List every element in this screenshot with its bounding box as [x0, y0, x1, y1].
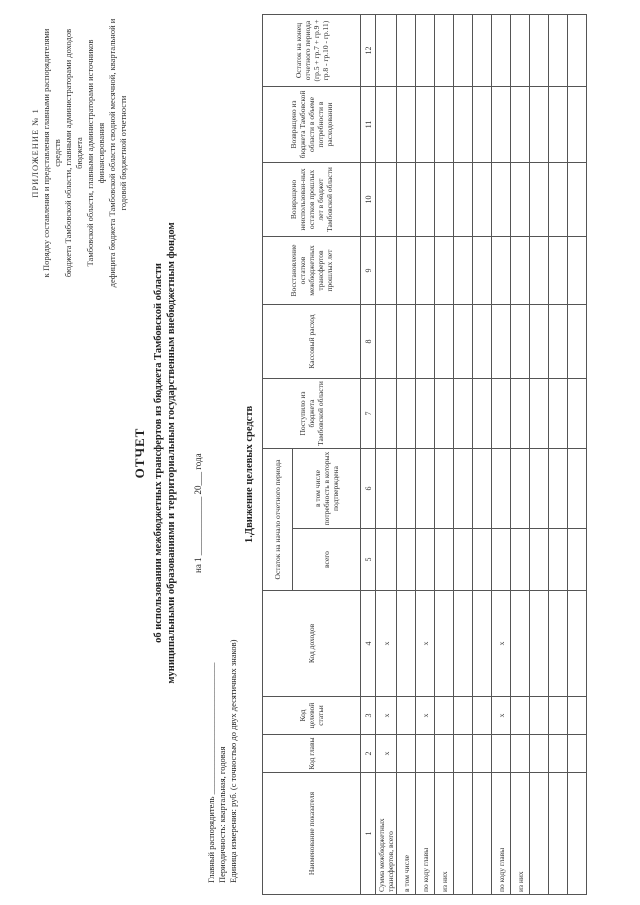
value-cell: [435, 305, 454, 379]
value-cell: [530, 379, 549, 449]
value-cell: [568, 15, 587, 87]
code-cell: [435, 735, 454, 773]
code-cell: [568, 697, 587, 735]
header-returned-to-budget: Возвращено из бюджета Тамбовской области в объеме потребности в расходовании: [263, 87, 361, 163]
code-cell: [454, 697, 473, 735]
value-cell: [473, 237, 492, 305]
value-cell: [376, 163, 397, 237]
value-cell: [376, 305, 397, 379]
value-cell: [568, 237, 587, 305]
header-incl-need: в том числе потребность в которых подтверждена: [293, 449, 361, 529]
row-label-cell: Сумма межбюджетных трансфертов, всего: [376, 773, 397, 895]
appendix-line: к Порядку составления и представления главными распорядителями средств: [41, 28, 62, 278]
appendix-line: бюджета Тамбовской области, главными администраторами доходов бюджета: [63, 28, 84, 278]
value-cell: [568, 379, 587, 449]
table-row: [397, 15, 416, 895]
value-cell: [397, 87, 416, 163]
value-cell: [454, 15, 473, 87]
value-cell: [435, 449, 454, 529]
periodicity: Периодичность: квартальная, годовая: [217, 746, 227, 883]
header-revenue-code: Код доходов: [263, 591, 361, 697]
value-cell: [549, 87, 568, 163]
value-cell: [473, 305, 492, 379]
value-cell: [397, 529, 416, 591]
row-label-cell: по коду главы: [492, 773, 511, 895]
value-cell: [492, 163, 511, 237]
column-numbers-row: [361, 15, 376, 895]
value-cell: [397, 449, 416, 529]
unit-of-measure: Единица измерения: руб. (с точностью до двух десятичных знаков): [228, 639, 238, 883]
value-cell: [530, 237, 549, 305]
appendix-line: Тамбовской области, главными администраторами источников финансирования: [85, 39, 106, 267]
value-cell: [511, 305, 530, 379]
value-cell: [568, 305, 587, 379]
value-cell: [454, 529, 473, 591]
row-label-cell: по коду главы: [416, 773, 435, 895]
value-cell: [435, 163, 454, 237]
value-cell: [376, 15, 397, 87]
value-cell: [511, 163, 530, 237]
table-row: [511, 15, 530, 895]
value-cell: [416, 237, 435, 305]
header-target-code: Код целевой статьи: [263, 697, 361, 735]
value-cell: [492, 529, 511, 591]
value-cell: [376, 237, 397, 305]
value-cell: [454, 449, 473, 529]
section-title: 1.Движение целевых средств: [244, 405, 255, 543]
table-row: [530, 15, 549, 895]
value-cell: [511, 15, 530, 87]
value-cell: [568, 449, 587, 529]
code-cell: x: [416, 591, 435, 697]
report-title-block: [132, 123, 177, 783]
value-cell: [416, 449, 435, 529]
value-cell: [568, 163, 587, 237]
code-cell: [511, 591, 530, 697]
row-label-cell: [568, 773, 587, 895]
value-cell: [454, 87, 473, 163]
code-cell: [397, 591, 416, 697]
code-cell: [530, 697, 549, 735]
report-subtitle-2: муниципальными образованиями и территориальным государственным внебюджетным фондом: [166, 222, 177, 684]
value-cell: [397, 379, 416, 449]
value-cell: [435, 237, 454, 305]
value-cell: [549, 15, 568, 87]
value-cell: [492, 237, 511, 305]
value-cell: [473, 163, 492, 237]
value-cell: [549, 237, 568, 305]
value-cell: [397, 163, 416, 237]
value-cell: [549, 449, 568, 529]
table-row: [454, 15, 473, 895]
value-cell: [416, 87, 435, 163]
appendix-note: [30, 18, 129, 288]
value-cell: [416, 15, 435, 87]
table-row: [492, 15, 511, 895]
table-body: [376, 15, 587, 895]
table-row: [435, 15, 454, 895]
rotated-report-sheet: [0, 3, 640, 903]
value-cell: [376, 449, 397, 529]
table-row: [376, 15, 397, 895]
value-cell: [454, 379, 473, 449]
header-total: всего: [293, 529, 361, 591]
code-cell: [416, 735, 435, 773]
value-cell: [511, 237, 530, 305]
value-cell: [435, 87, 454, 163]
code-cell: [454, 591, 473, 697]
code-cell: x: [416, 697, 435, 735]
value-cell: [549, 305, 568, 379]
column-number: 11: [361, 87, 376, 163]
value-cell: [511, 379, 530, 449]
column-number: 7: [361, 379, 376, 449]
value-cell: [549, 529, 568, 591]
value-cell: [416, 163, 435, 237]
code-cell: x: [492, 697, 511, 735]
value-cell: [473, 87, 492, 163]
value-cell: [530, 15, 549, 87]
value-cell: [416, 379, 435, 449]
table-row: [416, 15, 435, 895]
code-cell: [549, 735, 568, 773]
value-cell: [397, 305, 416, 379]
value-cell: [435, 15, 454, 87]
code-cell: [473, 591, 492, 697]
row-label-cell: [530, 773, 549, 895]
row-label-cell: в том числе: [397, 773, 416, 895]
table-row: [568, 15, 587, 895]
row-label-cell: [549, 773, 568, 895]
code-cell: [454, 735, 473, 773]
code-cell: [435, 697, 454, 735]
value-cell: [435, 529, 454, 591]
code-cell: x: [376, 735, 397, 773]
value-cell: [549, 379, 568, 449]
header-chapter-code: Код главы: [263, 735, 361, 773]
appendix-line: годовой бюджетной отчетности: [118, 95, 128, 211]
code-cell: [511, 697, 530, 735]
transfers-table: [262, 14, 587, 895]
value-cell: [549, 163, 568, 237]
value-cell: [492, 305, 511, 379]
value-cell: [568, 529, 587, 591]
column-number: 8: [361, 305, 376, 379]
table-row: [549, 15, 568, 895]
value-cell: [511, 529, 530, 591]
column-number: 2: [361, 735, 376, 773]
header-cash-expense: Кассовый расход: [263, 305, 361, 379]
report-subtitle: об использовании межбюджетных трансфертов из бюджета Тамбовской области: [153, 263, 164, 643]
column-number: 3: [361, 697, 376, 735]
code-cell: [568, 591, 587, 697]
value-cell: [492, 87, 511, 163]
value-cell: [416, 305, 435, 379]
value-cell: [530, 529, 549, 591]
header-returned-unused: Возвращено неиспользован-ных остатков прошлых лет в бюджет Тамбовской области: [263, 163, 361, 237]
appendix-title: ПРИЛОЖЕНИЕ № 1: [30, 108, 40, 198]
value-cell: [454, 305, 473, 379]
code-cell: x: [376, 591, 397, 697]
value-cell: [397, 15, 416, 87]
value-cell: [376, 379, 397, 449]
code-cell: [435, 591, 454, 697]
code-cell: [549, 697, 568, 735]
code-cell: [397, 735, 416, 773]
value-cell: [473, 529, 492, 591]
value-cell: [530, 87, 549, 163]
header-received: Поступило из бюджета Тамбовской области: [263, 379, 361, 449]
column-number: 12: [361, 15, 376, 87]
column-number: 5: [361, 529, 376, 591]
value-cell: [511, 449, 530, 529]
value-cell: [454, 163, 473, 237]
code-cell: x: [376, 697, 397, 735]
code-cell: [549, 591, 568, 697]
row-label-cell: из них: [511, 773, 530, 895]
value-cell: [454, 237, 473, 305]
header-balance-start: Остаток на начало отчетного периода: [263, 449, 293, 591]
column-number: 6: [361, 449, 376, 529]
value-cell: [435, 379, 454, 449]
value-cell: [376, 529, 397, 591]
code-cell: [568, 735, 587, 773]
column-number: 10: [361, 163, 376, 237]
row-label-cell: [473, 773, 492, 895]
code-cell: x: [492, 591, 511, 697]
column-number: 9: [361, 237, 376, 305]
code-cell: [530, 735, 549, 773]
value-cell: [492, 379, 511, 449]
value-cell: [492, 15, 511, 87]
value-cell: [473, 379, 492, 449]
column-number: 1: [361, 773, 376, 895]
header-restored: Восстановление остатков межбюджетных трансфертов прошлых лет: [263, 237, 361, 305]
value-cell: [397, 237, 416, 305]
value-cell: [473, 15, 492, 87]
row-label-cell: из них: [435, 773, 454, 895]
report-title: ОТЧЕТ: [132, 427, 147, 479]
code-cell: [492, 735, 511, 773]
appendix-line: дефицита бюджета Тамбовской области сводной месячной, квартальной и: [107, 18, 117, 288]
value-cell: [376, 87, 397, 163]
value-cell: [416, 529, 435, 591]
table-row: [473, 15, 492, 895]
value-cell: [530, 449, 549, 529]
value-cell: [511, 87, 530, 163]
code-cell: [473, 697, 492, 735]
report-date-line: на 1 _____________ 20___ года: [193, 453, 203, 573]
code-cell: [511, 735, 530, 773]
value-cell: [568, 87, 587, 163]
report-meta: [206, 640, 239, 883]
header-name: Наименование показателя: [263, 773, 361, 895]
code-cell: [473, 735, 492, 773]
value-cell: [530, 305, 549, 379]
value-cell: [530, 163, 549, 237]
row-label-cell: [454, 773, 473, 895]
main-distributor: Главный распорядитель _______________________________: [206, 662, 216, 883]
header-balance-end: Остаток на конец отчетного периода (гр.5 + гр.7 + гр.9 + гр.8 - гр.10 - гр.11): [263, 15, 361, 87]
code-cell: [397, 697, 416, 735]
value-cell: [492, 449, 511, 529]
column-number: 4: [361, 591, 376, 697]
value-cell: [473, 449, 492, 529]
code-cell: [530, 591, 549, 697]
